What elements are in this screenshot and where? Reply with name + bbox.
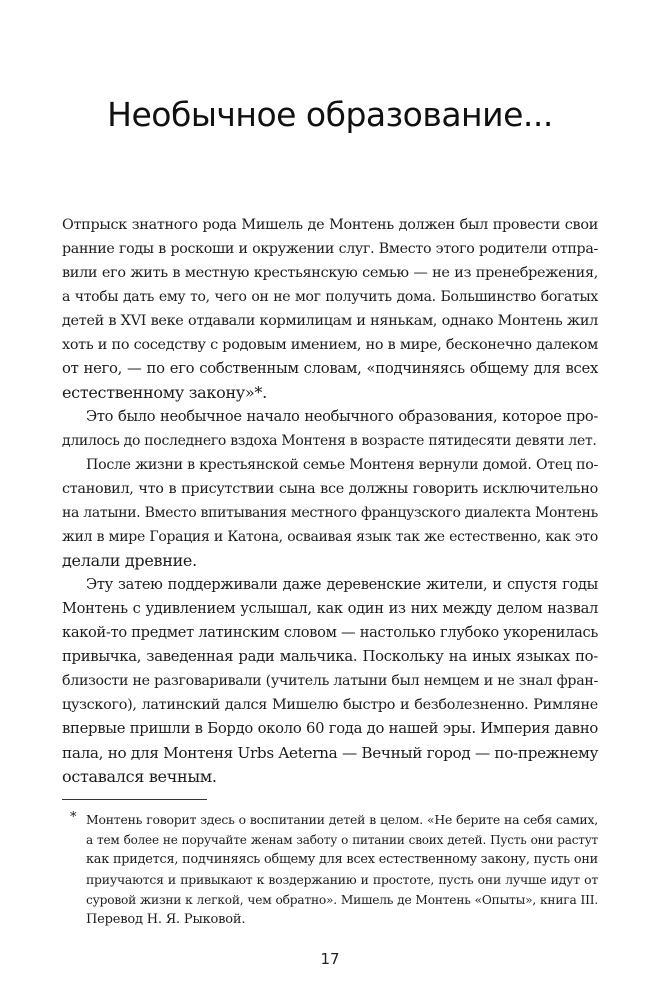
text-line: привычка, заведенная ради мальчика. Поскольку на иных языках по- — [62, 648, 598, 665]
text-line: Монтень с удивлением услышал, как один из них между делом назвал — [62, 600, 598, 617]
text-line: цузского), латинский дался Мишелю быстро и безболезненно. Римляне — [62, 697, 598, 713]
body-text — [62, 213, 598, 789]
text-line: Это было необычное начало необычного образования, которое про- — [86, 408, 598, 425]
text-line: естественному закону»*. — [62, 383, 267, 402]
footnote-line: Монтень говорит здесь о воспитании детей в целом. «Не берите на себя самих, — [86, 812, 598, 827]
footnote-line: а тем более не поручайте женам заботу о питании своих детей. Пусть они растут — [86, 833, 598, 847]
text-line: какой-то предмет латинским словом — настолько глубоко укоренилась — [62, 624, 598, 641]
text-line: от него, — по его собственным словам, «подчиняясь общему для всех — [62, 360, 598, 377]
text-line: пала, но для Монтеня Urbs Aeterna — Вечный город — по-прежнему — [62, 744, 599, 762]
footnote-line: суровой жизни к легкой, чем обратно». Мишель де Монтень «Опыты», книга III. — [86, 893, 598, 907]
text-line: становил, что в присутствии сына все должны говорить исключительно — [62, 481, 598, 497]
text-line: После жизни в крестьянской семье Монтеня вернули домой. Отец по- — [86, 457, 598, 473]
text-line: впервые пришли в Бордо около 60 года до нашей эры. Империя давно — [62, 720, 598, 737]
text-line: Отпрыск знатного рода Мишель де Монтень должен был провести свои — [62, 217, 598, 233]
text-line: жил в мире Горация и Катона, осваивая язык так же естественно, как это — [62, 529, 598, 545]
footnote-line: Перевод Н. Я. Рыковой. — [86, 912, 246, 927]
footnote-line: как придется, подчиняясь общему для всех естественному закону, пусть они — [86, 852, 598, 867]
footnote-marker: * — [70, 810, 77, 825]
chapter-title: Необычное образование... — [107, 95, 553, 134]
text-line: ранние годы в роскоши и окружении слуг. Вместо этого родители отпра- — [62, 241, 598, 257]
text-line: длилось до последнего вздоха Монтеня в возрасте пятидесяти девяти лет. — [62, 433, 597, 449]
text-line: Эту затею поддерживали даже деревенские жители, и спустя годы — [86, 576, 598, 593]
footnote-divider — [62, 799, 207, 800]
text-line: а чтобы дать ему то, чего он не мог получить дома. Большинство богатых — [62, 289, 598, 305]
text-line: оставался вечным. — [62, 767, 217, 786]
text-line: хоть и по соседству с родовым имением, но в мире, бесконечно далеком — [62, 337, 598, 353]
page-number: 17 — [320, 950, 340, 968]
text-line: делали древние. — [62, 551, 197, 570]
text-line: вили его жить в местную крестьянскую семью — не из пренебрежения, — [62, 265, 598, 281]
text-line: близости не разговаривали (учитель латыни был немцем и не знал фран- — [62, 673, 598, 689]
text-line: на латыни. Вместо впитывания местного французского диалекта Монтень — [62, 505, 598, 521]
footnote-line: приучаются и привыкают к воздержанию и простоте, пусть они лучше идут от — [86, 872, 598, 887]
text-line: детей в XVI веке отдавали кормилицам и нянькам, однако Монтень жил — [62, 313, 598, 329]
footnote — [70, 810, 598, 930]
